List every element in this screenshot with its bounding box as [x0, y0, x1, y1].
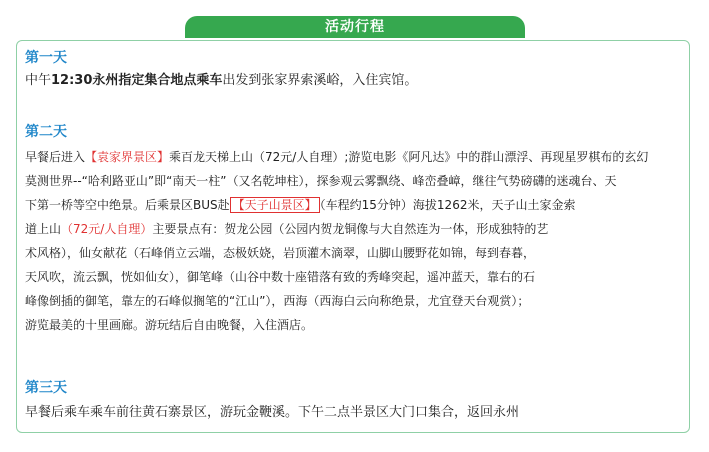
- text-line: [25, 265, 683, 289]
- text-segment: 主要景点有：贺龙公园（公园内贺龙铜像与大自然连为一体，形成独特的艺: [152, 222, 549, 236]
- text-segment: 出发到张家界索溪峪，入住宾馆。: [222, 73, 418, 88]
- text-line: [25, 69, 683, 93]
- text-segment: 天风吹，流云飘，恍如仙女），御笔峰（山谷中数十座错落有致的秀峰突起，遥冲蓝天，靠右的石: [25, 270, 536, 284]
- day-2-text: [25, 145, 683, 337]
- text-line: [25, 289, 683, 313]
- day-3-title: 第三天: [25, 380, 67, 396]
- section-tab-title: 活动行程: [185, 16, 525, 38]
- text-segment: 早餐后乘车乘车前往黄石寨景区，游玩金鞭溪。下午二点半景区大门口集合，返回永州: [25, 405, 520, 420]
- text-line: [25, 145, 683, 169]
- day-1-title: 第一天: [25, 50, 67, 66]
- text-segment: 游览最美的十里画廊。游玩结后自由晚餐，入住酒店。: [25, 318, 314, 332]
- day-2-title: 第二天: [25, 124, 67, 140]
- text-segment: 中午: [25, 73, 52, 88]
- text-segment: 峰像倒插的御笔，靠左的石峰似搁笔的“江山”），西海（西海白云向称绝景，尤宜登天台观赏）；: [25, 294, 530, 308]
- bold-highlight: 12:30永州指定集合地点乘车: [51, 73, 223, 88]
- text-segment: 莫测世界--“哈利路亚山”即“南天一柱”（又名乾坤柱），探参观云雾飘绕、峰峦叠嶂，继往气势磅礴的迷魂台、天: [25, 174, 617, 188]
- text-segment: （车程约15分钟）海拔1262米，天子山土家金索: [319, 198, 576, 212]
- text-segment: 下第一桥等空中绝景。后乘景区BUS赴: [25, 198, 230, 212]
- text-segment: 乘百龙天梯上山（72元/人自理）;游览电影《阿凡达》中的群山漂浮、再现星罗棋布的玄幻: [169, 150, 649, 164]
- day-1-text: [25, 69, 683, 93]
- itinerary-panel: [16, 40, 690, 433]
- text-segment: 早餐后进入: [25, 150, 86, 164]
- red-highlight: （72元/人自理）: [61, 222, 153, 236]
- text-line: [25, 401, 683, 425]
- text-segment: 道上山: [25, 222, 62, 236]
- text-segment: 术风格），仙女献花（石峰俏立云端，态极妖娆，岩顶灌木滴翠，山脚山腰野花如锦，每到春暮，: [25, 246, 536, 260]
- text-line: [25, 169, 683, 193]
- text-line: [25, 193, 683, 217]
- text-line: [25, 217, 683, 241]
- text-line: [25, 241, 683, 265]
- day-3-text: [25, 401, 683, 425]
- text-line: [25, 313, 683, 337]
- scenic-spot-highlight: 【天子山景区】: [230, 197, 320, 213]
- red-highlight: 【袁家界景区】: [85, 150, 170, 164]
